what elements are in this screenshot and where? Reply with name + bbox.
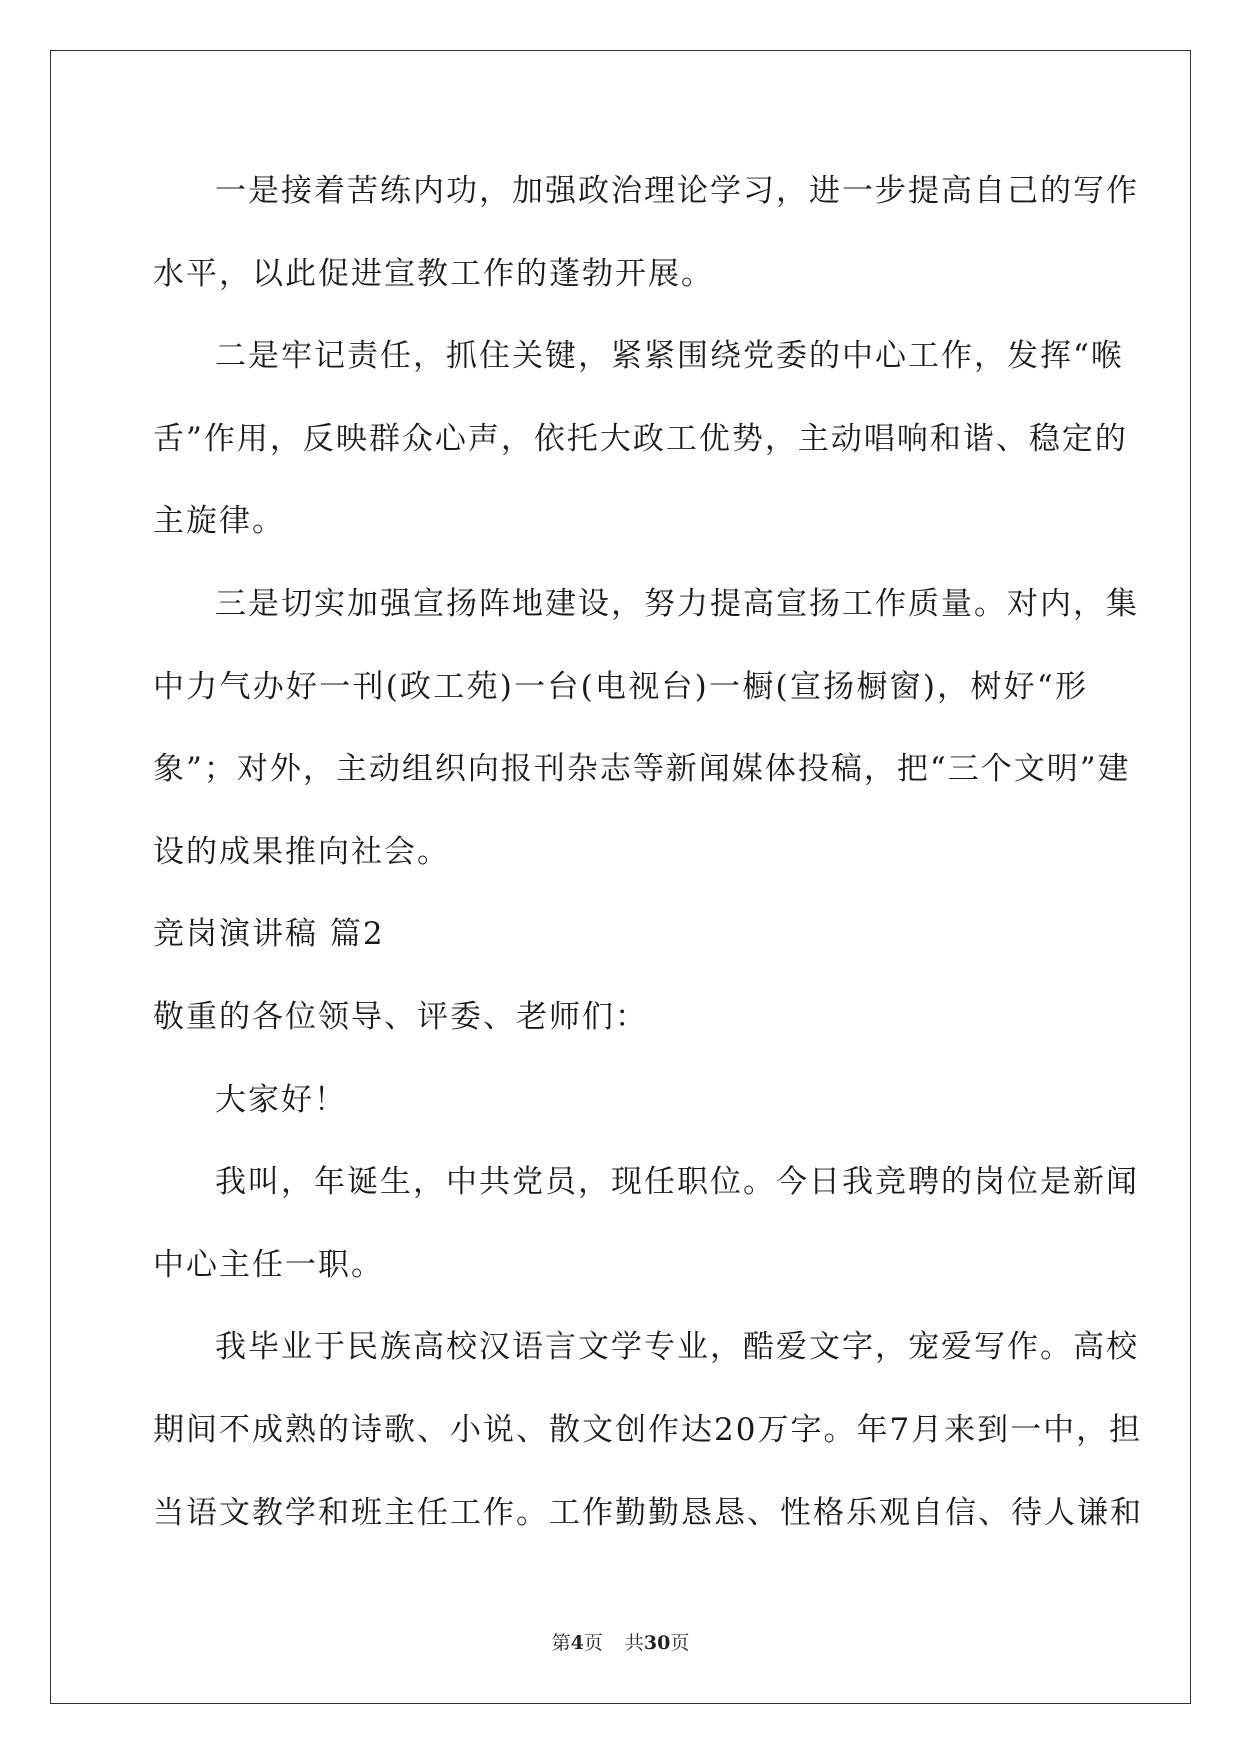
document-body [153,159,1143,1563]
paragraph-line: 我毕业于民族高校汉语言文学专业，酷爱文字，宠爱写作。高校 [215,1329,1139,1366]
paragraph-line: 当语文教学和班主任工作。工作勤勤恳恳、性格乐观自信、待人谦和 [153,1494,1143,1531]
section-heading: 竞岗演讲稿 篇2 [153,916,385,953]
total-suffix: 页 [670,1632,690,1654]
greeting: 大家好！ [215,1081,347,1118]
paragraph-line: 水平，以此促进宣教工作的蓬勃开展。 [153,255,714,292]
paragraph-line: 三是切实加强宣扬阵地建设，努力提高宣扬工作质量。对内，集 [215,585,1139,622]
salutation: 敬重的各位领导、评委、老师们： [153,998,648,1035]
page-suffix: 页 [583,1632,603,1654]
paragraph-line: 中力气办好一刊(政工苑)一台(电视台)一橱(宣扬橱窗)，树好“形 [153,668,1088,705]
page-number: 4 [570,1632,584,1654]
paragraph-line: 一是接着苦练内功，加强政治理论学习，进一步提高自己的写作 [215,173,1139,209]
page-footer [0,1628,1241,1655]
paragraph-line: 舌”作用，反映群众心声，依托大政工优势，主动唱响和谐、稳定的 [153,420,1128,457]
paragraph-line: 期间不成熟的诗歌、小说、散文创作达20万字。年7月来到一中，担 [153,1411,1143,1448]
paragraph-line: 二是牢记责任，抓住关键，紧紧围绕党委的中心工作，发挥“喉 [215,338,1124,375]
paragraph-line: 我叫，年诞生，中共党员，现任职位。今日我竞聘的岗位是新闻 [215,1164,1139,1201]
paragraph-line: 象”；对外，主动组织向报刊杂志等新闻媒体投稿，把“三个文明”建 [153,751,1131,788]
paragraph-line: 主旋律。 [153,503,285,540]
paragraph-line: 设的成果推向社会。 [153,833,450,870]
total-pages: 30 [643,1632,671,1654]
total-prefix: 共 [624,1632,644,1654]
page-prefix: 第 [551,1632,571,1654]
paragraph-line: 中心主任一职。 [153,1246,384,1283]
